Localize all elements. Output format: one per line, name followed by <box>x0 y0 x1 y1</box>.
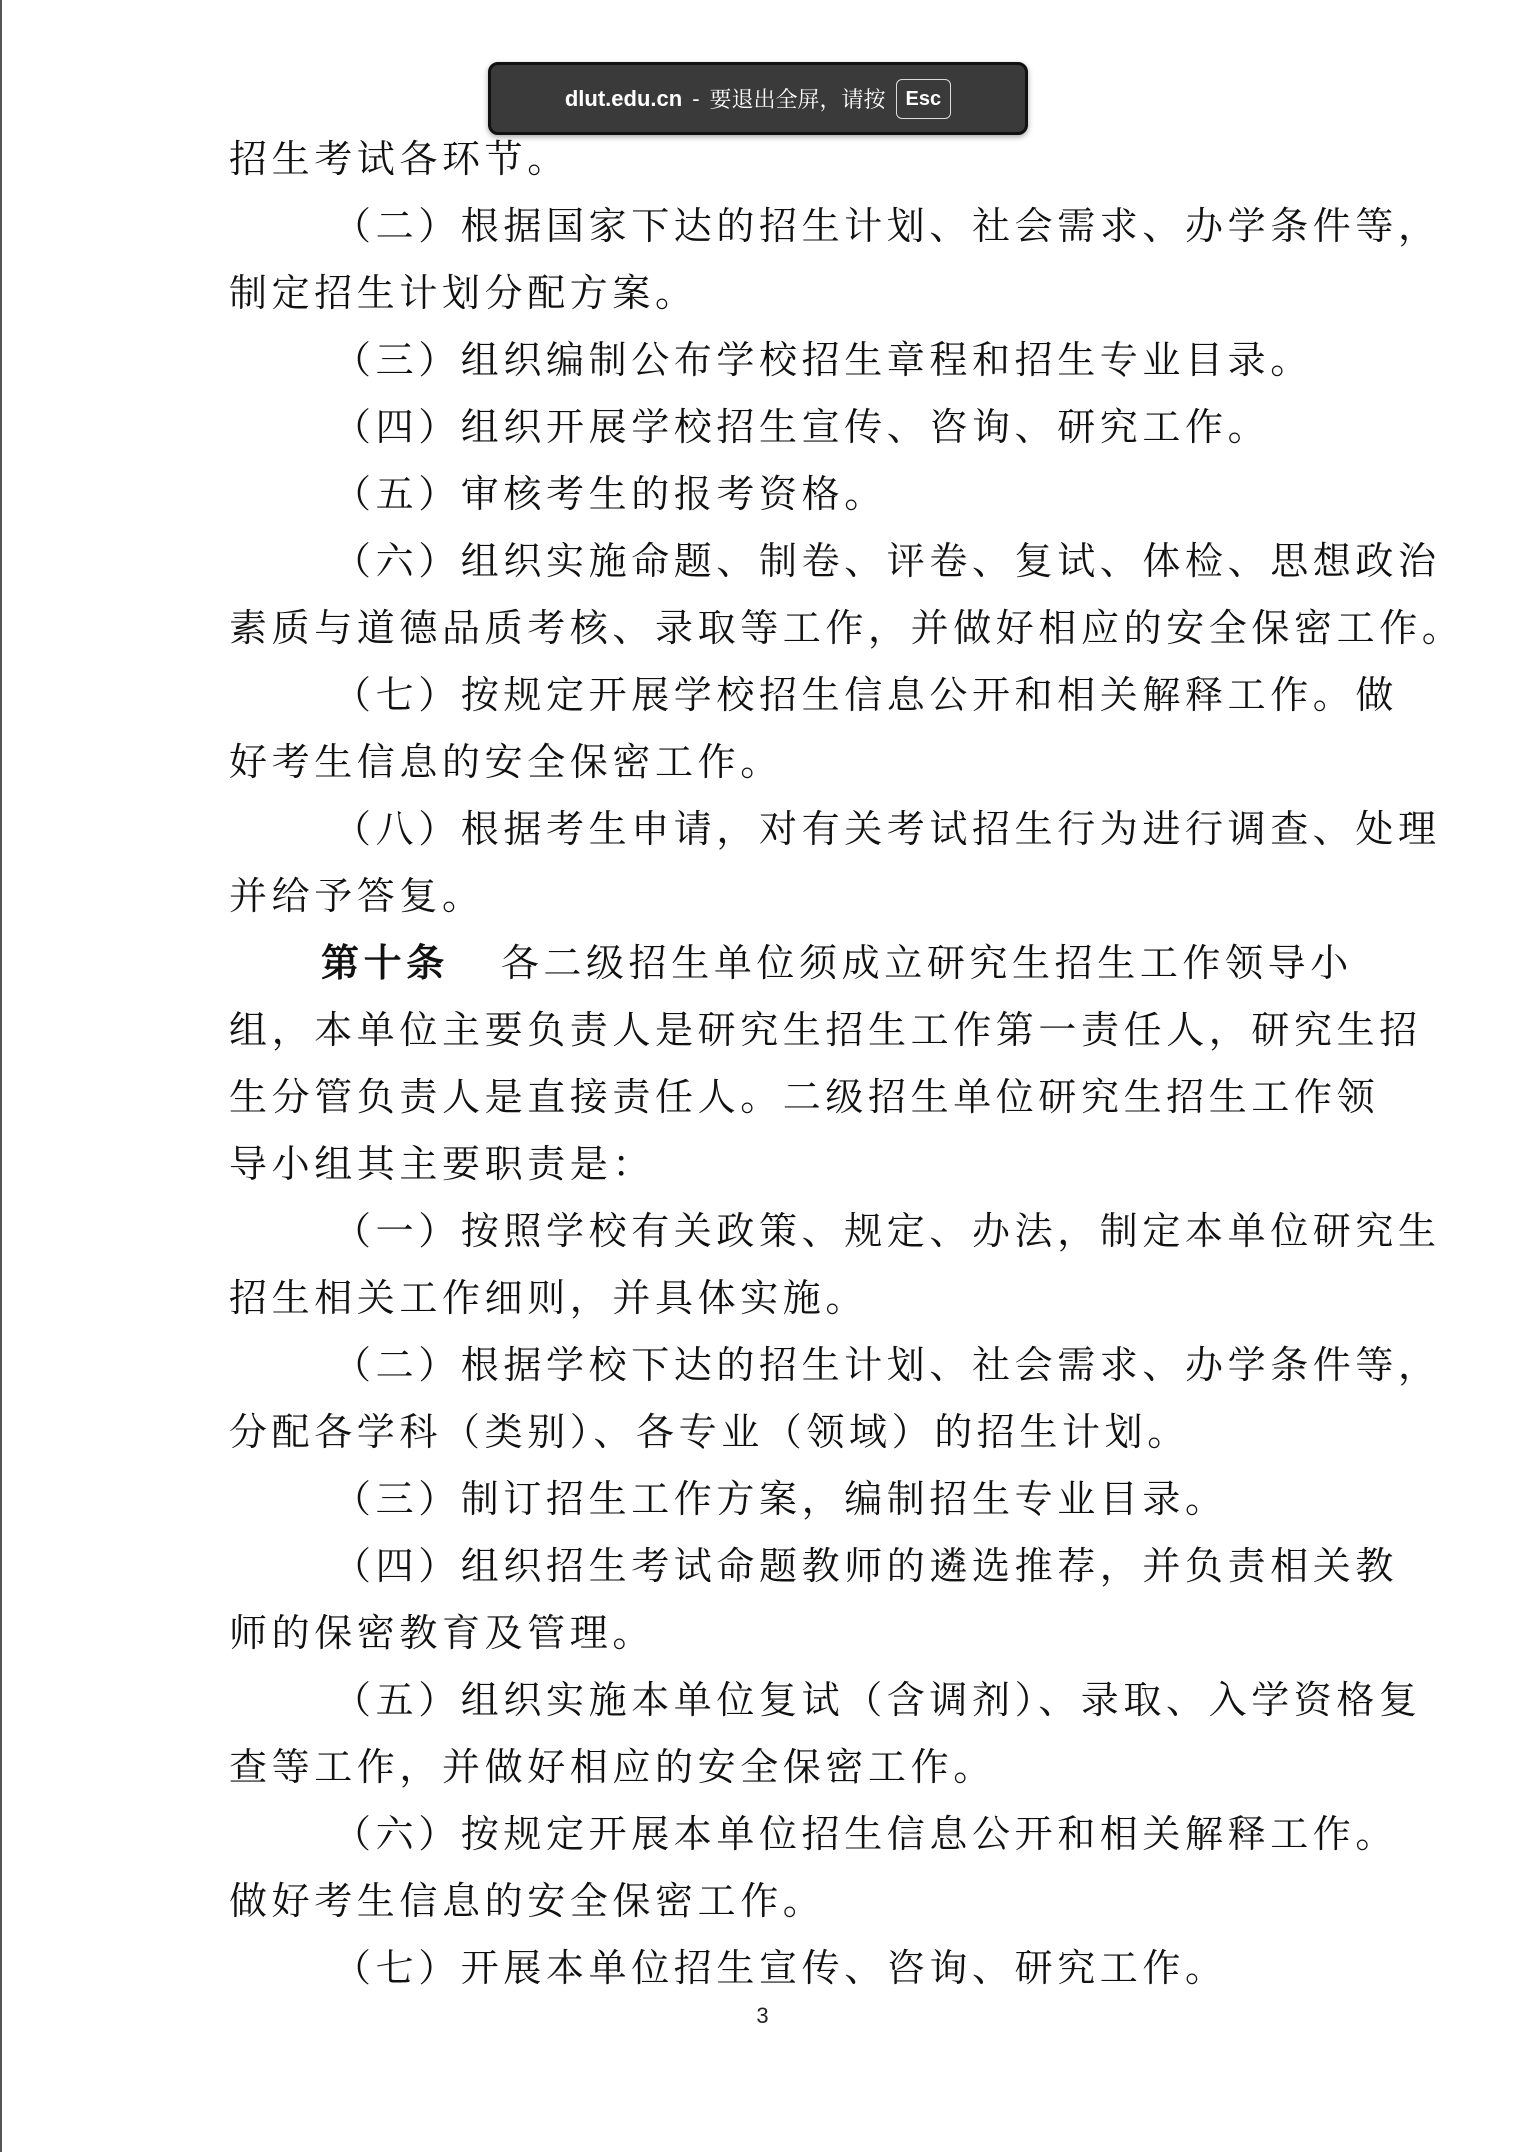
document-body <box>229 126 1465 2002</box>
text-line: 分配各学科（类别）、各专业（领域）的招生计划。 <box>229 1410 1190 1454</box>
text-line: （五）组织实施本单位复试（含调剂）、录取、入学资格复 <box>333 1678 1422 1722</box>
fullscreen-exit-notice <box>488 62 1028 135</box>
text-line: 生分管负责人是直接责任人。二级招生单位研究生招生工作领 <box>229 1075 1380 1119</box>
article-number: 第十条 <box>321 941 449 985</box>
text-line: （二）根据学校下达的招生计划、社会需求、办学条件等， <box>333 1343 1441 1387</box>
notice-domain: dlut.edu.cn <box>564 85 683 111</box>
text-line: 招生考试各环节。 <box>229 137 570 181</box>
text-line: （一）按照学校有关政策、规定、办法，制定本单位研究生 <box>333 1209 1441 1253</box>
text-line: 组，本单位主要负责人是研究生招生工作第一责任人，研究生招 <box>229 1008 1422 1052</box>
esc-key-hint[interactable]: Esc <box>896 79 952 119</box>
article-body <box>229 997 1441 2002</box>
text-line: 并给予答复。 <box>229 874 485 918</box>
article-first-line: 各二级招生单位须成立研究生招生工作领导小 <box>500 941 1353 985</box>
text-line: （四）组织招生考试命题教师的遴选推荐，并负责相关教 <box>333 1544 1399 1588</box>
text-line: 做好考生信息的安全保密工作。 <box>229 1879 826 1923</box>
text-line: （七）按规定开展学校招生信息公开和相关解释工作。做 <box>333 673 1399 717</box>
text-line: 招生相关工作细则，并具体实施。 <box>229 1276 869 1320</box>
text-line: （四）组织开展学校招生宣传、咨询、研究工作。 <box>333 405 1271 449</box>
text-line: （二）根据国家下达的招生计划、社会需求、办学条件等， <box>333 204 1441 248</box>
page-edge <box>0 0 2 2152</box>
notice-message: 要退出全屏，请按 <box>709 87 886 112</box>
text-line: 好考生信息的安全保密工作。 <box>229 740 783 784</box>
text-line: （三）组织编制公布学校招生章程和招生专业目录。 <box>333 338 1313 382</box>
text-line: 导小组其主要职责是： <box>229 1142 656 1186</box>
text-line: （五）审核考生的报考资格。 <box>333 472 887 516</box>
article-heading-line <box>229 930 1369 997</box>
text-line: 素质与道德品质考核、录取等工作，并做好相应的安全保密工作。 <box>229 606 1465 650</box>
text-line: （三）制订招生工作方案，编制招生专业目录。 <box>333 1477 1228 1521</box>
text-line: （八）根据考生申请，对有关考试招生行为进行调查、处理 <box>333 807 1441 851</box>
clauses-before-article <box>229 126 1465 930</box>
page-number: 3 <box>756 2003 769 2028</box>
text-line: （七）开展本单位招生宣传、咨询、研究工作。 <box>333 1946 1228 1990</box>
text-line: 师的保密教育及管理。 <box>229 1611 656 1655</box>
text-line: 制定招生计划分配方案。 <box>229 271 698 315</box>
text-line: 查等工作，并做好相应的安全保密工作。 <box>229 1745 996 1789</box>
text-line: （六）按规定开展本单位招生信息公开和相关解释工作。 <box>333 1812 1399 1856</box>
text-line: （六）组织实施命题、制卷、评卷、复试、体检、思想政治 <box>333 539 1441 583</box>
notice-separator: - <box>692 85 700 111</box>
